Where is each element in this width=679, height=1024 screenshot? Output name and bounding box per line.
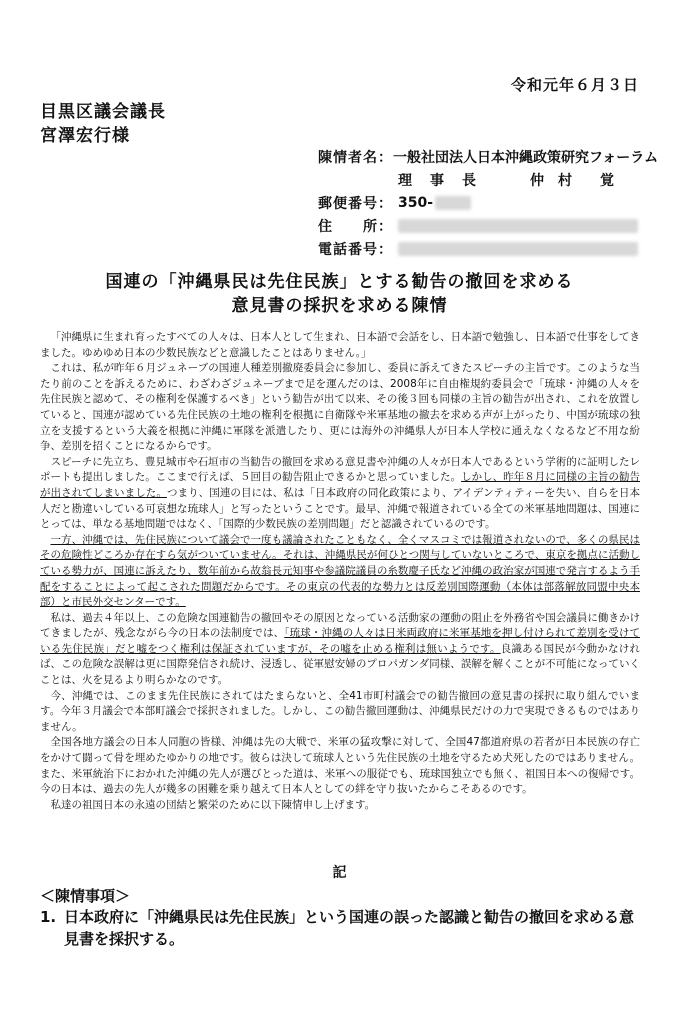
petitioner-rep-name: 仲 村 覚 [530,172,614,189]
petition-title-line1: 国連の「沖縄県民は先住民族」とする勧告の撤回を求める [105,272,574,292]
petitioner-name-value: 一般社団法人日本沖縄政策研究フォーラム [393,149,659,166]
body-paragraph [40,533,640,611]
address-label: 住 所： [318,218,393,235]
body-paragraph: 私は、過去４年以上、この危険な国連勧告の撤回やその原因となっている活動家の運動の阻止を外務省や国会議員に働きかけてきましたが、残念ながら今の日本の法制度では、「琉球・沖縄の人々は日米両政府に米軍基地を押し付けられて差別を受けている先住民族」だと嘘をつく権利は保証されていますが、その嘘を止める権利は無いようです。良識ある国民が今動かなければ、この危険な誤解は更に国際発信され続け、浸透し、従軍慰安婦のプロパガンダ同様、誤解を解くことが不可能になっていくことは、火を見るより明らかなのです。 [40,611,641,687]
underlined-text: 一方、沖縄では、先住民族について議会で一度も議論されたこともなく、全くマスコミでは報道されないので、多くの県民はその危険性どころか存在すら気がついていません。それは、沖縄県民が何ひとつ関与していないところで、東京を拠点に活動している勢力が、国連に訴えたり、数年前から故翁長元知事や参議院議員の糸数慶子氏など沖縄の政治家が国連で発言するよう手配をすることによって起こされた問題だからです。その東京の代表的な勢力とは反差別国際運動（本体は部落解放同盟中央本部）と市民外交センターです。 [40,533,640,609]
phone-row [318,237,658,260]
address-redacted [398,219,638,233]
postal-redacted [435,196,471,210]
body-paragraph: 全国各地方議会の日本人同胞の皆様、沖縄は先の大戦で、米軍の猛攻撃に対して、全国47都道府県の若者が日本民族の存亡をかけて闘って骨を埋めたゆかりの地です。彼らは決して琉球人という先住民族の土地を守るため犬死したのではありません。また、米軍統治下におかれた沖縄の先人が選びとった道は、米軍への服従でも、琉球国独立でも無く、祖国日本への復帰です。今の日本は、過去の先人が幾多の困難を乗り越えて日本人としての絆を守り抜いたからこそあるのです。 [40,736,640,796]
petitioner-name-row [318,145,658,168]
underlined-text: 「琉球・沖縄の人々は日米両政府に米軍基地を押し付けられて差別を受けている先住民族」だと嘘をつく権利は保証されていますが、その嘘を止める権利は無いようです。 [40,627,641,655]
addressee-name: 宮澤宏行様 [40,126,130,146]
phone-label: 電話番号： [318,241,393,258]
address-row [318,214,658,237]
addressee-title: 目黒区議会議長 [40,102,166,122]
body-paragraph: 私達の祖国日本の永遠の団結と繁栄のために以下陳情申し上げます。 [50,798,376,811]
postal-value: 350- [398,194,434,211]
petitioner-rep-row [318,168,658,191]
petitioner-block [318,145,658,260]
petitioner-name-label: 陳情者名： [318,149,393,166]
phone-redacted [398,242,638,256]
petitioner-rep-title: 理 事 長 [398,172,478,189]
petition-body [40,330,640,813]
petition-title [0,270,679,318]
body-paragraph: スピーチに先立ち、豊見城市や石垣市の当勧告の撤回を求める意見書や沖縄の人々が日本人であるという学術的に証明したレポートも提出しました。ここまで行えば、５回目の勧告阻止できるかと思っていました。しかし、昨年８月に同様の主旨の勧告が出されてしまいました。つまり、国連の目には、私は「日本政府の同化政策により、アイデンティティーを失い、自らを日本人だと勘違いしている可哀想な琉球人」と写ったということです。最早、沖縄で報道されている全ての米軍基地問題は、国連にとっては、単なる基地問題ではなく、「国際的少数民族の差別問題」だと認識されているのです。 [40,455,641,531]
section-heading: ＜陳情事項＞ [40,887,131,905]
postal-label: 郵便番号： [318,195,393,212]
petition-item [40,906,645,950]
petition-title-line2: 意見書の採択を求める陳情 [231,296,448,316]
body-paragraph: 今、沖縄では、このまま先住民族にされてはたまらないと、全41市町村議会での勧告撤回の意見書の採択に取り組んでいます。今年３月議会で本部町議会で採択されました。しかし、この勧告撤回運動は、沖縄県民だけの力で実現できるものではありません。 [40,689,640,733]
petition-item-number: 1. [40,908,57,926]
petition-item-text: 日本政府に「沖縄県民は先住民族」という国連の誤った認識と勧告の撤回を求める意見書を採択する。 [64,908,635,948]
postal-row [318,191,658,214]
body-paragraph: これは、私が昨年６月ジュネーブの国連人種差別撤廃委員会に参加し、委員に訴えてきたスピーチの主旨です。このような当たり前のことを訴えるために、わざわざジュネーブまで足を運んだのは、2008年に自由権規約委員会で「琉球・沖縄の人々を先住民族と認めて、その権利を保護するべき」という勧告が出て以来、その後３回も同様の主旨の勧告が出され、これを放置していると、国連が認めている先住民族の土地の権利を根拠に自衛隊や米軍基地の撤去を求める声が上がったり、中国が琉球の独立を支援するという大義を根拠に沖縄に軍隊を派遣したり、更には海外の沖縄県人が日本人学校に通えなくなるなど不用な紛争、差別を招くことになるからです。 [40,362,640,453]
underlined-text: しかし、昨年８月に同様の主旨の勧告が出されてしまいました。 [40,471,641,499]
body-paragraph: 「沖縄県に生まれ育ったすべての人々は、日本人として生まれ、日本語で会話をし、日本語で勉強し、日本語で仕事をしてきました。ゆめゆめ日本の少数民族などと意識したことはありません。」 [40,331,640,359]
ki-heading: 記 [332,865,347,881]
document-date: 令和元年６月３日 [510,76,639,94]
